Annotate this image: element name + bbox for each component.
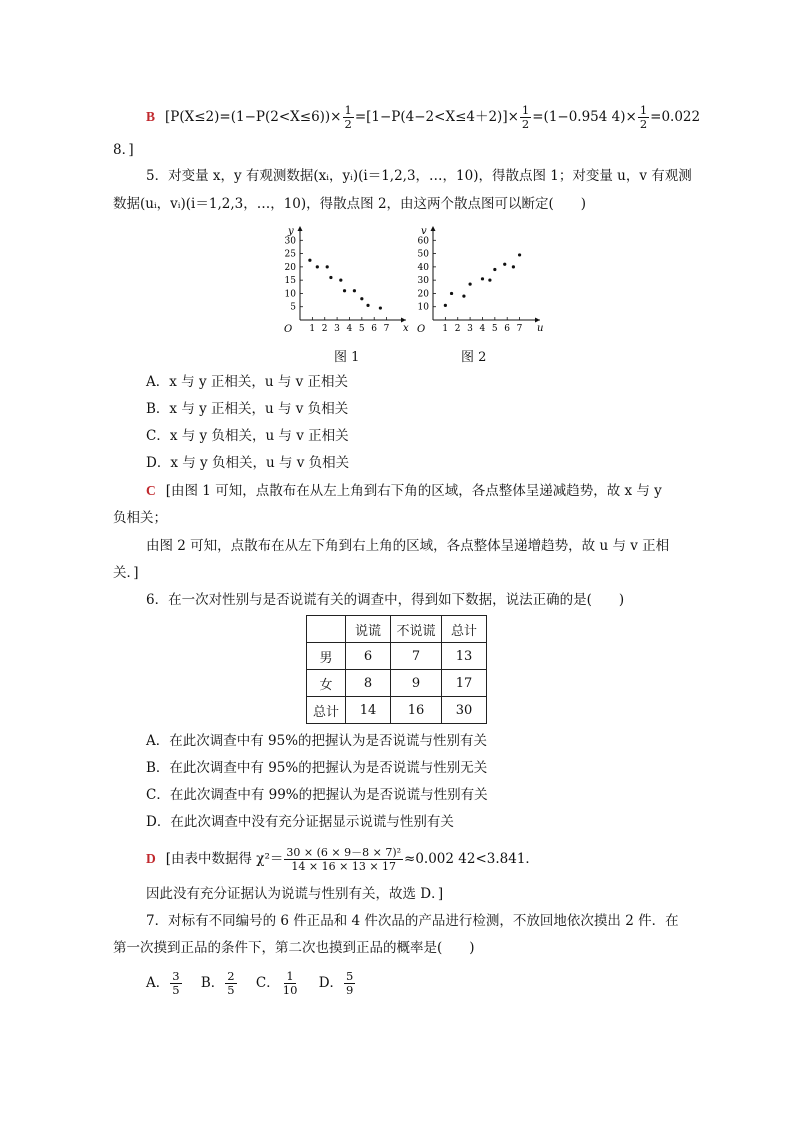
table-row [307, 643, 487, 670]
scatter-point [316, 265, 319, 268]
y-axis-label: y [288, 226, 294, 237]
scatter-point [493, 268, 496, 271]
scatter-point [512, 265, 515, 268]
table-cell: 17 [442, 670, 487, 697]
scatter-point [329, 276, 332, 279]
origin-label: O [417, 324, 426, 335]
table-header-cell [307, 616, 346, 643]
figure-1-caption: 图 1 [334, 350, 360, 365]
x-tick-label: 5 [358, 324, 365, 334]
scatter-point [488, 279, 491, 282]
y-tick-label: 15 [284, 276, 296, 287]
x-tick-label: 7 [516, 324, 523, 334]
table-cell: 7 [391, 643, 442, 670]
q7-option-b: B． $\frac{2}{5}$ [200, 969, 235, 997]
table-cell: 总计 [307, 697, 346, 724]
q7-stem-line2: 第一次摸到正品的条件下，第二次也摸到正品的概率是( ) [113, 940, 475, 956]
scatter-point [503, 263, 506, 266]
x-tick-label: 5 [491, 324, 498, 334]
x-tick-label: 6 [504, 324, 510, 334]
q4-expl-part2: =[1−P(4−2<X≤4＋2)]× [354, 109, 519, 125]
scatter-plot-1 [282, 222, 412, 338]
q4-expl-part3: =(1−0.954 4)× [532, 109, 637, 125]
x-axis-arrow-icon [535, 318, 540, 323]
table-cell: 8 [346, 670, 391, 697]
x-tick-label: 1 [442, 324, 449, 334]
y-axis-arrow-icon [298, 226, 303, 231]
q5-stem-line1: 5．对变量 x，y 有观测数据(xᵢ，yᵢ)(i＝1,2,3，…，10)，得散点图 1；对变量 u，v 有观测 [146, 168, 692, 184]
scatter-point [339, 279, 342, 282]
q7-option-c: C． $\frac{1}{10}$ [255, 969, 298, 997]
y-tick-label: 20 [284, 262, 296, 273]
scatter-point [481, 277, 484, 280]
x-tick-label: 7 [383, 324, 390, 334]
q5-expl-line3: 由图 2 可知，点散布在从左下角到右上角的区域，各点整体呈递增趋势，故 u 与 v 正相 [146, 538, 670, 554]
q7-option-d: D． $\frac{5}{9}$ [318, 969, 354, 997]
q4-frac-1: $\frac{1}{2}$ [344, 103, 352, 131]
q5-option-a: A．x 与 y 正相关，u 与 v 正相关 [146, 374, 349, 390]
y-axis-label: v [421, 226, 427, 237]
q5-expl-text1: [由图 1 可知，点散布在从左上角到右下角的区域，各点整体呈递减趋势，故 x 与 y [165, 483, 662, 499]
x-axis-label: u [537, 323, 544, 334]
scatter-point [326, 265, 329, 268]
q7-stem-line1: 7．对标有不同编号的 6 件正品和 4 件次品的产品进行检测，不放回地依次摸出 2 件．在 [146, 913, 679, 929]
chi-square-fraction: $\frac{\text{30 × (6 × 9－8 × 7)²}}{14 \times 16 \times 13 \times 17}$ [286, 846, 402, 873]
table-cell: 13 [442, 643, 487, 670]
y-tick-label: 20 [417, 289, 429, 300]
q7-options [146, 970, 356, 997]
y-tick-label: 50 [417, 249, 429, 260]
figure-2-caption: 图 2 [461, 350, 487, 365]
q5-option-b: B．x 与 y 正相关，u 与 v 负相关 [146, 401, 349, 417]
y-tick-label: 30 [284, 236, 296, 247]
y-tick-label: 5 [290, 302, 296, 313]
y-axis-arrow-icon [431, 226, 436, 231]
table-header-cell: 不说谎 [391, 616, 442, 643]
origin-label: O [284, 324, 293, 335]
table-header-cell: 总计 [442, 616, 487, 643]
q5-stem-line2: 数据(uᵢ，vᵢ)(i＝1,2,3，…，10)，得散点图 2，由这两个散点图可以断定( ) [113, 196, 587, 212]
table-cell: 9 [391, 670, 442, 697]
y-tick-label: 10 [284, 289, 296, 300]
scatter-point [343, 289, 346, 292]
x-tick-label: 2 [321, 324, 328, 334]
q6-expl-prefix: [由表中数据得 χ²＝ [165, 851, 284, 867]
y-tick-label: 25 [284, 249, 296, 260]
q6-expl-suffix: ≈0.002 42<3.841． [404, 851, 539, 867]
x-tick-label: 1 [309, 324, 316, 334]
q5-expl-line1 [146, 481, 662, 501]
q4-expl-cont: 8．] [113, 142, 134, 158]
y-tick-label: 60 [417, 236, 429, 247]
scatter-point [469, 283, 472, 286]
table-cell: 16 [391, 697, 442, 724]
x-tick-label: 3 [467, 324, 473, 334]
table-cell: 6 [346, 643, 391, 670]
x-axis-label: x [403, 323, 409, 334]
scatter-point [444, 304, 447, 307]
survey-table [306, 615, 487, 724]
q5-expl-line4: 关．] [113, 565, 139, 581]
q4-frac-2: $\frac{1}{2}$ [521, 103, 530, 131]
x-tick-label: 4 [346, 324, 353, 334]
q4-answer-letter: B [146, 109, 156, 124]
scatter-plot-2 [406, 222, 546, 338]
q4-frac-3: $\frac{1}{2}$ [639, 103, 648, 131]
x-tick-label: 4 [479, 324, 486, 334]
q5-option-d: D．x 与 y 负相关，u 与 v 负相关 [146, 455, 350, 471]
scatter-point [360, 297, 363, 300]
table-cell: 14 [346, 697, 391, 724]
y-tick-label: 10 [417, 302, 429, 313]
table-cell: 30 [442, 697, 487, 724]
q4-expl-part1: [P(X≤2)=(1−P(2<X≤6))× [165, 109, 342, 125]
table-header-row [307, 616, 487, 643]
q4-expl-part4: =0.022 [650, 109, 701, 125]
scatter-point [379, 306, 382, 309]
scatter-point [308, 259, 311, 262]
scatter-point [462, 294, 465, 297]
q5-option-c: C．x 与 y 负相关，u 与 v 正相关 [146, 428, 349, 444]
q4-answer-line [146, 104, 700, 131]
q6-expl-line2: 因此没有充分证据认为说谎与性别有关，故选 D．] [146, 886, 444, 902]
scatter-point [366, 304, 369, 307]
scatter-point [353, 289, 356, 292]
table-header-cell: 说谎 [346, 616, 391, 643]
q6-stem: 6．在一次对性别与是否说谎有关的调查中，得到如下数据，说法正确的是( ) [146, 592, 625, 608]
q6-answer-letter: D [146, 851, 156, 866]
q6-option-c: C．在此次调查中有 99%的把握认为是否说谎与性别有关 [146, 787, 488, 803]
x-tick-label: 3 [334, 324, 340, 334]
table-row [307, 697, 487, 724]
scatter-point [518, 253, 521, 256]
q5-expl-line2: 负相关； [113, 510, 167, 526]
table-row [307, 670, 487, 697]
x-tick-label: 2 [454, 324, 461, 334]
y-tick-label: 40 [417, 262, 429, 273]
q6-option-d: D．在此次调查中没有充分证据显示说谎与性别有关 [146, 814, 454, 830]
q6-option-b: B．在此次调查中有 95%的把握认为是否说谎与性别无关 [146, 760, 488, 776]
y-tick-label: 30 [417, 276, 429, 287]
scatter-point [450, 292, 453, 295]
q6-option-a: A．在此次调查中有 95%的把握认为是否说谎与性别有关 [146, 733, 488, 749]
table-cell: 女 [307, 670, 346, 697]
q7-option-a: A． $\frac{3}{5}$ [146, 969, 180, 997]
q5-answer-letter: C [146, 483, 156, 498]
table-cell: 男 [307, 643, 346, 670]
x-tick-label: 6 [371, 324, 377, 334]
q6-expl-line1 [146, 846, 539, 873]
